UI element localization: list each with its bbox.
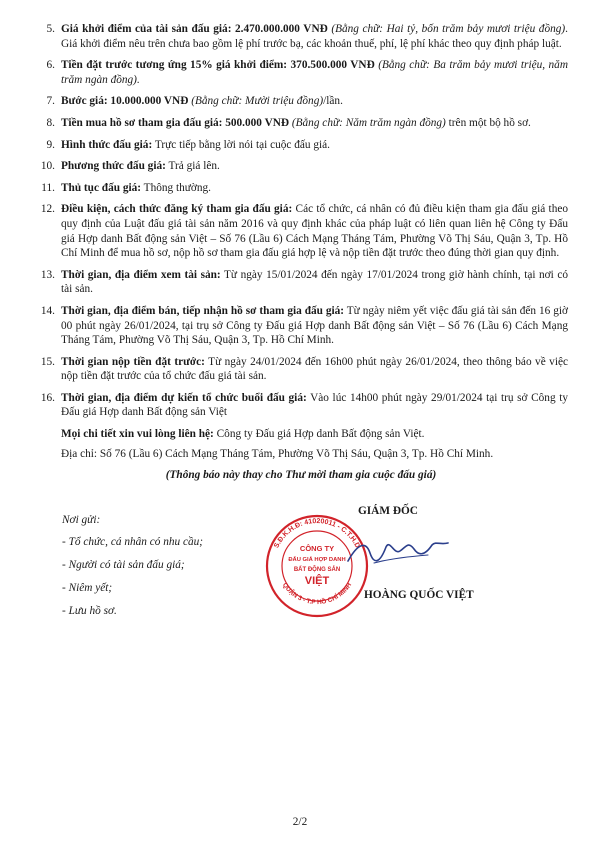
seal-bottom-text: QUẬN 3 - T.P HỒ CHÍ MINH [280,581,354,607]
item-number: 6. [46,59,55,72]
contact-text: Công ty Đấu giá Hợp danh Bất động sản Việt. [213,428,425,441]
item-content [61,202,568,260]
list-item [34,355,568,384]
item-label: Giá khởi điểm của tài sản đấu giá: 2.470.000.000 VNĐ [61,23,328,35]
item-content [61,22,568,51]
list-item [34,181,568,196]
item-amount-in-words: (Bằng chữ: Ba trăm bảy mươi triệu, năm trăm ngàn đồng). [61,59,568,86]
contact-line [61,427,568,442]
item-content [61,391,568,420]
seal-line: BẤT ĐỘNG SẢN [293,567,341,573]
item-number: 9. [46,138,55,151]
recipients-block [62,513,203,627]
handwritten-signature-icon [344,533,454,573]
item-label: Tiền mua hồ sơ tham gia đấu giá: 500.000 VNĐ [61,116,290,129]
list-item [34,202,568,260]
item-text: Từ ngày 15/01/2024 đến ngày 17/01/2024 trong giờ hành chính, tại nơi có tài sản. [61,268,569,296]
list-item [34,94,568,109]
item-number: 13. [40,268,55,281]
item-label: Phương thức đấu giá: [61,160,166,173]
item-label: Thời gian, địa điểm dự kiến tổ chức buổi đấu giá: [61,391,307,404]
recipient-item: - Lưu hồ sơ. [62,605,117,617]
signature-block [262,505,482,625]
item-label: Thời gian nộp tiền đặt trước: [61,355,205,368]
item-content [61,304,568,348]
item-label: Điều kiện, cách thức đăng ký tham gia đấu giá: [61,203,293,216]
item-text: Từ ngày niêm yết việc đấu giá tài sản đến 16 giờ 00 phút ngày 26/01/2024, tại trụ sở Công ty Đấu giá Hợp danh Bất động sản Việt – Số 76 (Lầu 6) Cách Mạng Tháng Tám, Phường Võ Thị Sáu, Quận 3, Tp. Hồ Chí Minh. [61,304,568,347]
item-text: trên một bộ hồ sơ. [445,116,531,129]
item-number: 10. [40,160,55,173]
item-text: Trực tiếp bằng lời nói tại cuộc đấu giá. [152,138,330,151]
seal-line: VIỆT [304,575,330,587]
item-number: 15. [40,355,55,368]
list-item [34,138,568,153]
list-item [34,116,568,131]
contact-label: Mọi chi tiết xin vui lòng liên hệ: [61,428,214,441]
item-content [61,94,568,109]
item-content [61,138,568,153]
item-amount-in-words: (Bằng chữ: Năm trăm ngàn đồng) [289,116,446,129]
list-item [34,268,568,297]
item-amount-in-words: (Bằng chữ: Hai tỷ, bốn trăm bảy mươi triệu đồng) [327,23,566,35]
seal-ring-text: S.Đ.K.H.Đ: 41020011 - C.T.H.D [273,517,361,550]
list-item [34,22,568,51]
item-content [61,116,568,131]
list-item [34,159,568,174]
recipient-item: - Người có tài sản đấu giá; [62,559,185,571]
item-number: 14. [40,304,55,317]
item-text: Từ ngày 24/01/2024 đến 16h00 phút ngày 26/01/2024, theo thông báo về việc nộp tiền đặt trước của tổ chức đấu giá tài sản. [61,355,568,383]
item-label: Thời gian, địa điểm bán, tiếp nhận hồ sơ tham gia đấu giá: [61,304,345,317]
item-amount-in-words: (Bằng chữ: Mười triệu đồng) [188,95,324,108]
item-label: Hình thức đấu giá: [61,138,153,151]
auction-details-list [34,22,568,481]
list-item [34,391,568,420]
item-content [61,268,568,297]
signer-name: HOÀNG QUỐC VIỆT [364,589,474,601]
item-label: Bước giá: 10.000.000 VNĐ [61,95,189,108]
item-text: Các tổ chức, cá nhân có đủ điều kiện tham gia đấu giá theo quy định của Luật đấu giá tài sản năm 2016 và quy định khác của pháp luật có liên quan liên hệ Công ty Đấu giá Hợp danh Bất động sản Việt – Số 76 (Lầu 6) Cách Mạng Tháng Tám, Phường Võ Thị Sáu, Quận 3, Tp. Hồ Chí Minh để mua hồ sơ, nộp hồ sơ tham gia đấu giá hợp lệ và nộp tiền đặt trước theo đúng thời gian quy định. [61,203,568,260]
item-content [61,181,568,196]
item-text: /lần. [323,95,343,108]
item-label: Thủ tục đấu giá: [61,181,142,194]
item-number: 11. [41,181,55,194]
recipients-title: Nơi gửi: [62,514,101,526]
item-text: Vào lúc 14h00 phút ngày 29/01/2024 tại trụ sở Công ty Đấu giá Hợp danh Bất động sản Việt [61,391,568,419]
item-content [61,159,568,174]
recipient-item: - Niêm yết; [62,582,113,594]
item-text: Thông thường. [141,181,211,194]
item-label: Tiền đặt trước tương ứng 15% giá khởi điểm: 370.500.000 VNĐ [61,59,375,72]
item-content [61,58,568,87]
director-title: GIÁM ĐỐC [358,505,418,517]
item-text: Trả giá lên. [165,160,220,173]
note-line: (Thông báo này thay cho Thư mời tham gia cuộc đấu giá) [165,469,437,482]
item-text: . Giá khởi điểm nêu trên chưa bao gồm lệ phí trước bạ, các khoản thuế, phí, lệ phí khác theo quy định pháp luật. [61,23,568,50]
item-number: 8. [46,116,55,129]
item-number: 7. [46,95,55,108]
address-line: Địa chỉ: Số 76 (Lầu 6) Cách Mạng Tháng Tám, Phường Võ Thị Sáu, Quận 3, Tp. Hồ Chí Minh. [61,447,494,460]
seal-line: ĐẤU GIÁ HỢP DANH [288,557,346,563]
recipient-item: - Tổ chức, cá nhân có nhu cầu; [62,536,204,548]
item-label: Thời gian, địa điểm xem tài sản: [61,268,221,281]
item-number: 5. [46,23,55,35]
item-number: 16. [40,391,55,404]
item-content [61,355,568,384]
list-item [34,304,568,348]
list-item [34,58,568,87]
item-number: 12. [40,203,55,216]
seal-line: CÔNG TY [299,544,335,553]
page-number: 2/2 [292,816,308,828]
